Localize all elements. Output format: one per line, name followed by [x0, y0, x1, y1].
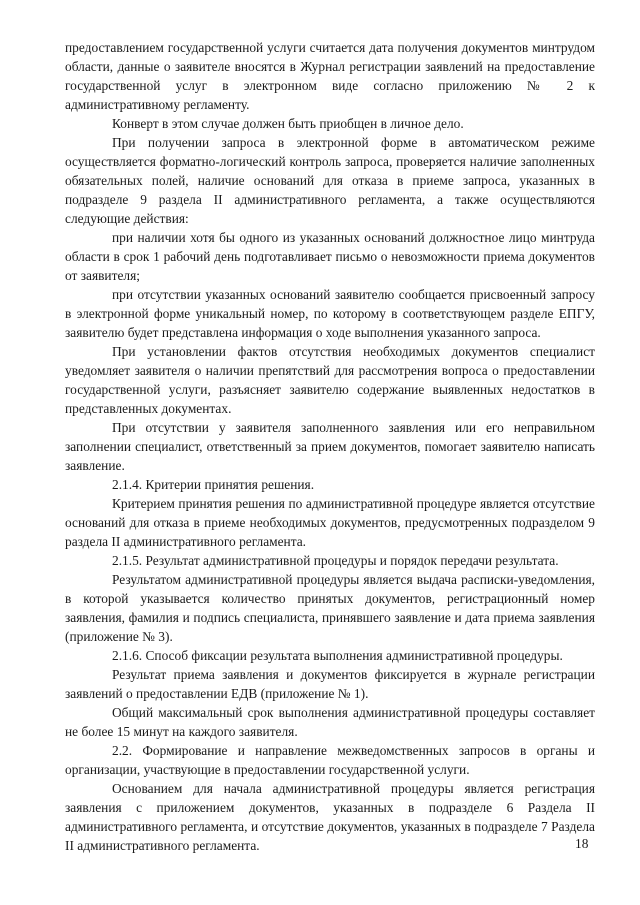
paragraph-result-recording: Результат приема заявления и документов фиксируется в журнале регистрации заявлений о предоставлении ЕДВ (приложение № 1).	[65, 667, 595, 701]
paragraph-missing-documents: При установлении фактов отсутствия необходимых документов специалист уведомляет заявителя о наличии препятствий для рассмотрения вопроса о предоставлении государственной услуги, разъясняет заявителю содержание выявленных недостатков в представленных документах.	[65, 344, 595, 416]
paragraph-grounds-absent: при отсутствии указанных оснований заявителю сообщается присвоенный запросу в электронной форме уникальный номер, по которому в соответствующем разделе ЕПГУ, заявителю будет представлена информация о ходе выполнения указанного запроса.	[65, 287, 595, 340]
paragraph-decision-criterion: Критерием принятия решения по административной процедуре является отсутствие оснований для отказа в приеме необходимых документов, предусмотренных подразделом 9 раздела II административного регламента.	[65, 496, 595, 549]
paragraph-grounds-present: при наличии хотя бы одного из указанных оснований должностное лицо минтруда области в срок 1 рабочий день подготавливает письмо о невозможности приема документов от заявителя;	[65, 230, 595, 283]
section-heading-2-1-4: 2.1.4. Критерии принятия решения.	[112, 477, 315, 492]
paragraph-procedure-result: Результатом административной процедуры является выдача расписки-уведомления, в которой указывается количество принятых документов, регистрационный номер заявления, фамилия и подпись специалиста, принявшего заявление и дата приема заявления (приложение № 3).	[65, 572, 595, 644]
paragraph-max-duration: Общий максимальный срок выполнения административной процедуры составляет не более 15 минут на каждого заявителя.	[65, 705, 595, 739]
section-heading-2-1-5: 2.1.5. Результат административной процедуры и порядок передачи результата.	[112, 553, 559, 568]
page-number: 18	[575, 836, 589, 851]
paragraph-continuation: предоставлением государственной услуги считается дата получения документов минтрудом области, данные о заявителе вносятся в Журнал регистрации заявлений на предоставление государственной услуг в электронном виде согласно приложению № 2 к административному регламенту.	[65, 40, 595, 112]
section-heading-2-2: 2.2. Формирование и направление межведомственных запросов в органы и организации, участвующие в предоставлении государственной услуги.	[65, 743, 595, 777]
section-heading-2-1-6: 2.1.6. Способ фиксации результата выполнения административной процедуры.	[112, 648, 563, 663]
document-page	[65, 38, 595, 855]
paragraph-no-application: При отсутствии у заявителя заполненного заявления или его неправильном заполнении специалист, ответственный за прием документов, помогает заявителю написать заявление.	[65, 420, 595, 473]
paragraph-electronic-request: При получении запроса в электронной форме в автоматическом режиме осуществляется форматно-логический контроль запроса, проверяется наличие заполненных обязательных полей, наличие оснований для отказа в приеме запроса, указанных в подразделе 9 раздела II административного регламента, а также осуществляются следующие действия:	[65, 135, 595, 226]
paragraph-envelope: Конверт в этом случае должен быть приобщен в личное дело.	[112, 116, 464, 131]
paragraph-procedure-basis: Основанием для начала административной процедуры является регистрация заявления с приложением документов, указанных в подразделе 6 Раздела II административного регламента, и отсутствие документов, указанных в подразделе 7 Раздела II административного регламента.	[65, 781, 595, 853]
